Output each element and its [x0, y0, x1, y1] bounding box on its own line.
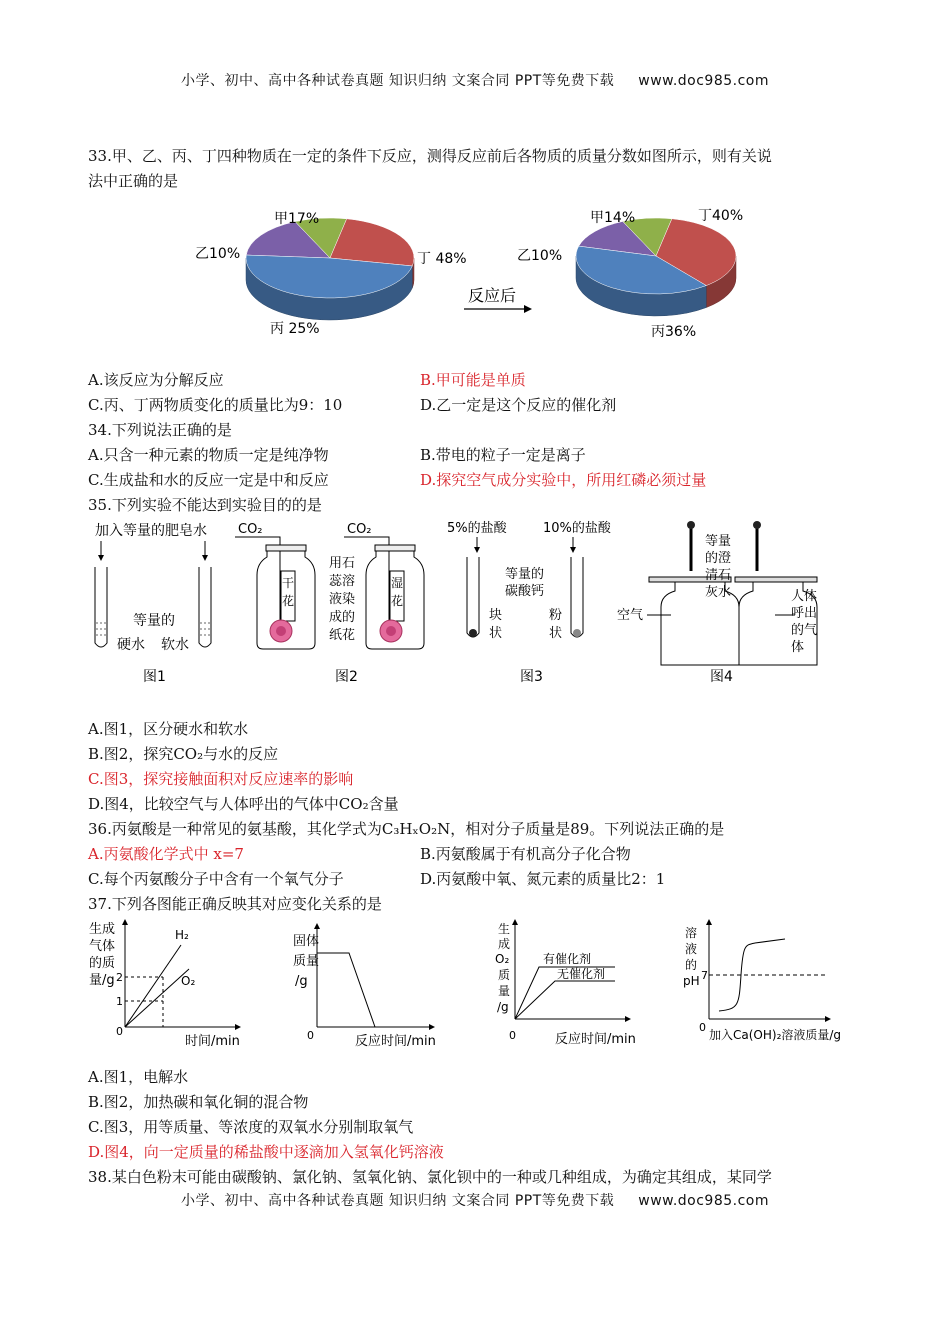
fig1-top-label: 加入等量的肥皂水 — [95, 523, 207, 539]
fig3-lump-2: 状 — [489, 626, 503, 641]
footer-text: 小学、初中、高中各种试卷真题 知识归纳 文案合同 PPT等免费下载 — [180, 1193, 615, 1209]
fig4-breath-3: 的气 — [791, 623, 818, 638]
g3-cat-label: 有催化剂 — [543, 952, 592, 966]
g2-ylabel-1: 固体 — [293, 934, 320, 949]
q34-option-c: C.生成盐和水的反应一定是中和反应 — [88, 471, 329, 489]
g1-o2-label: O₂ — [181, 974, 196, 988]
graph2-carbon-cuo — [293, 923, 436, 1049]
q36-option-d: D.丙氨酸中氧、氮元素的质量比2：1 — [420, 870, 666, 888]
fig3-mid-2: 碳酸钙 — [505, 584, 545, 599]
g3-ylabel-2: 成 — [498, 937, 511, 951]
pie1-label-bing: 丙 25% — [270, 321, 320, 337]
q33-option-b: B.甲可能是单质 — [420, 371, 526, 389]
fig4-breath-1: 人体 — [791, 589, 818, 604]
page-header — [0, 70, 950, 90]
q37-option-d: D.图4，向一定质量的稀盐酸中逐滴加入氢氧化钙溶液 — [88, 1143, 444, 1161]
q33-option-d: D.乙一定是这个反应的催化剂 — [420, 396, 617, 414]
fig2-co2-flowers — [235, 522, 424, 685]
fig3-caco3-acid — [447, 520, 612, 685]
g3-xlabel: 反应时间/min — [555, 1032, 636, 1047]
q34-option-d: D.探究空气成分实验中，所用红磷必须过量 — [420, 471, 707, 489]
fig2-wet-1: 湿 — [391, 576, 404, 590]
fig4-top-1: 等量 — [705, 534, 732, 549]
footer-site[interactable]: www.doc985.com — [638, 1193, 770, 1209]
fig4-caption: 图4 — [710, 669, 733, 685]
pie-after — [576, 218, 736, 316]
pie1-label-jia: 甲17% — [274, 211, 320, 227]
q36-stem: 36.丙氨酸是一种常见的氨基酸，其化学式为C₃HₓO₂N，相对分子质量是89。下列说法正确的是 — [88, 820, 725, 838]
fig2-caption: 图2 — [335, 669, 358, 685]
fig1-mid-label: 等量的 — [133, 613, 175, 629]
q33-option-c: C.丙、丁两物质变化的质量比为9：10 — [88, 396, 343, 414]
g4-ylabel-2: 液 — [685, 942, 698, 956]
graph3-catalyst — [495, 919, 636, 1047]
pie2-label-bing: 丙36% — [651, 324, 697, 340]
fig3-acid-left: 5%的盐酸 — [447, 521, 507, 536]
pie1-label-ding: 丁 48% — [417, 251, 467, 267]
g2-ylabel-3: /g — [295, 974, 308, 989]
g1-ylabel-2: 气体 — [89, 939, 116, 954]
q37-option-a: A.图1，电解水 — [88, 1068, 189, 1086]
g4-xlabel: 加入Ca(OH)₂溶液质量/g — [709, 1028, 842, 1042]
g3-ylabel-4: 质 — [498, 968, 511, 982]
g2-xlabel: 反应时间/min — [355, 1034, 436, 1049]
q35-option-b: B.图2，探究CO₂与水的反应 — [88, 745, 279, 763]
q36-option-c: C.每个丙氨酸分子中含有一个氧气分子 — [88, 870, 344, 888]
g1-tick-2: 2 — [116, 971, 123, 984]
g3-nocat-label: 无催化剂 — [557, 967, 606, 981]
fig4-limewater — [617, 521, 817, 685]
fig3-powder-1: 粉 — [549, 608, 563, 623]
g4-tick-7: 7 — [701, 969, 708, 982]
header-site[interactable]: www.doc985.com — [638, 73, 770, 89]
q34-stem: 34.下列说法正确的是 — [88, 421, 232, 439]
fig2-dry-2: 花 — [282, 594, 295, 608]
page-footer — [0, 1190, 950, 1210]
arrow-head — [524, 305, 532, 313]
fig4-top-4: 灰水 — [705, 585, 732, 600]
q33-option-a: A.该反应为分解反应 — [88, 371, 224, 389]
fig2-dry-1: 干 — [282, 576, 295, 590]
fig3-mid-1: 等量的 — [505, 567, 545, 582]
fig1-soap-test — [95, 522, 211, 685]
fig2-note-1: 用石 — [329, 556, 356, 571]
q36-option-a: A.丙氨酸化学式中 x=7 — [88, 845, 244, 863]
g2-ylabel-2: 质量 — [293, 954, 320, 969]
g3-ylabel-3: O₂ — [495, 952, 510, 966]
g4-ylabel-3: 的 — [685, 958, 698, 972]
q37-option-b: B.图2，加热碳和氧化铜的混合物 — [88, 1093, 309, 1111]
g2-origin: 0 — [307, 1029, 314, 1042]
g3-ylabel-1: 生 — [498, 922, 511, 936]
q35-option-d: D.图4，比较空气与人体呼出的气体中CO₂含量 — [88, 795, 399, 813]
g2-curve — [317, 953, 375, 1027]
pie-before — [246, 218, 414, 320]
fig2-note-3: 液染 — [329, 592, 356, 607]
fig1-left-label: 硬水 — [117, 637, 145, 653]
g1-tick-1: 1 — [116, 995, 123, 1008]
q35-stem: 35.下列实验不能达到实验目的的是 — [88, 496, 322, 514]
g4-ylabel-1: 溶 — [685, 926, 698, 940]
o2-line — [125, 969, 189, 1027]
g4-ylabel-4: pH — [683, 974, 700, 988]
fig3-acid-right: 10%的盐酸 — [543, 521, 611, 536]
fig3-lump-1: 块 — [489, 608, 503, 623]
fig4-top-2: 的澄 — [705, 551, 732, 566]
g1-ylabel-1: 生成 — [89, 922, 116, 937]
fig3-caption: 图3 — [520, 669, 543, 685]
pie2-label-yi: 乙10% — [517, 248, 563, 264]
fig2-note-2: 蕊溶 — [329, 574, 356, 589]
fig4-breath-2: 呼出 — [791, 606, 818, 621]
q33-stem-line2: 法中正确的是 — [88, 172, 179, 190]
g3-origin: 0 — [509, 1029, 516, 1042]
g1-origin: 0 — [116, 1025, 123, 1038]
g3-ylabel-6: /g — [497, 1000, 509, 1014]
g3-ylabel-5: 量 — [498, 984, 511, 998]
fig2-co2-left: CO₂ — [238, 522, 263, 537]
fig3-powder-2: 状 — [549, 626, 563, 641]
fig2-wet-2: 花 — [391, 594, 404, 608]
fig1-right-label: 软水 — [161, 637, 189, 653]
graph1-electrolysis — [89, 919, 241, 1049]
q35-option-a: A.图1，区分硬水和软水 — [88, 720, 249, 738]
q35-option-c: C.图3，探究接触面积对反应速率的影响 — [88, 770, 354, 788]
fig2-co2-right: CO₂ — [347, 522, 372, 537]
g1-xlabel: 时间/min — [185, 1034, 240, 1049]
q36-option-b: B.丙氨酸属于有机高分子化合物 — [420, 845, 631, 863]
fig1-caption: 图1 — [143, 669, 166, 685]
g1-ylabel-3: 的质 — [89, 956, 116, 971]
fig2-note-5: 纸花 — [329, 628, 356, 643]
header-text: 小学、初中、高中各种试卷真题 知识归纳 文案合同 PPT等免费下载 — [180, 73, 615, 89]
fig4-top-3: 清石 — [705, 568, 732, 583]
q38-stem: 38.某白色粉末可能由碳酸钠、氯化钠、氢氧化钠、氯化钡中的一种或几种组成，为确定其组成，某同学 — [88, 1168, 772, 1186]
g1-h2-label: H₂ — [175, 928, 189, 942]
q33-pie-figure — [190, 200, 770, 345]
q33-stem-line1: 33.甲、乙、丙、丁四种物质在一定的条件下反应，测得反应前后各物质的质量分数如图所示，则有关说 — [88, 147, 772, 165]
pie2-label-ding: 丁40% — [698, 208, 744, 224]
q37-stem: 37.下列各图能正确反映其对应变化关系的是 — [88, 895, 382, 913]
h2-line — [125, 945, 181, 1027]
q37-graphs — [85, 915, 865, 1050]
g4-origin: 0 — [699, 1021, 706, 1034]
fig2-note-4: 成的 — [329, 610, 356, 625]
g1-ylabel-4: 量/g — [89, 973, 115, 988]
fig4-breath-4: 体 — [791, 640, 805, 655]
arrow-label: 反应后 — [468, 286, 517, 305]
graph4-ph — [683, 919, 841, 1042]
pie2-label-jia: 甲14% — [590, 210, 636, 226]
q34-option-b: B.带电的粒子一定是离子 — [420, 446, 586, 464]
q34-option-a: A.只含一种元素的物质一定是纯净物 — [88, 446, 329, 464]
q35-experiment-figures — [85, 515, 865, 695]
pie1-label-yi: 乙10% — [195, 246, 241, 262]
q37-option-c: C.图3，用等质量、等浓度的双氧水分别制取氧气 — [88, 1118, 414, 1136]
fig4-air-label: 空气 — [617, 608, 644, 623]
